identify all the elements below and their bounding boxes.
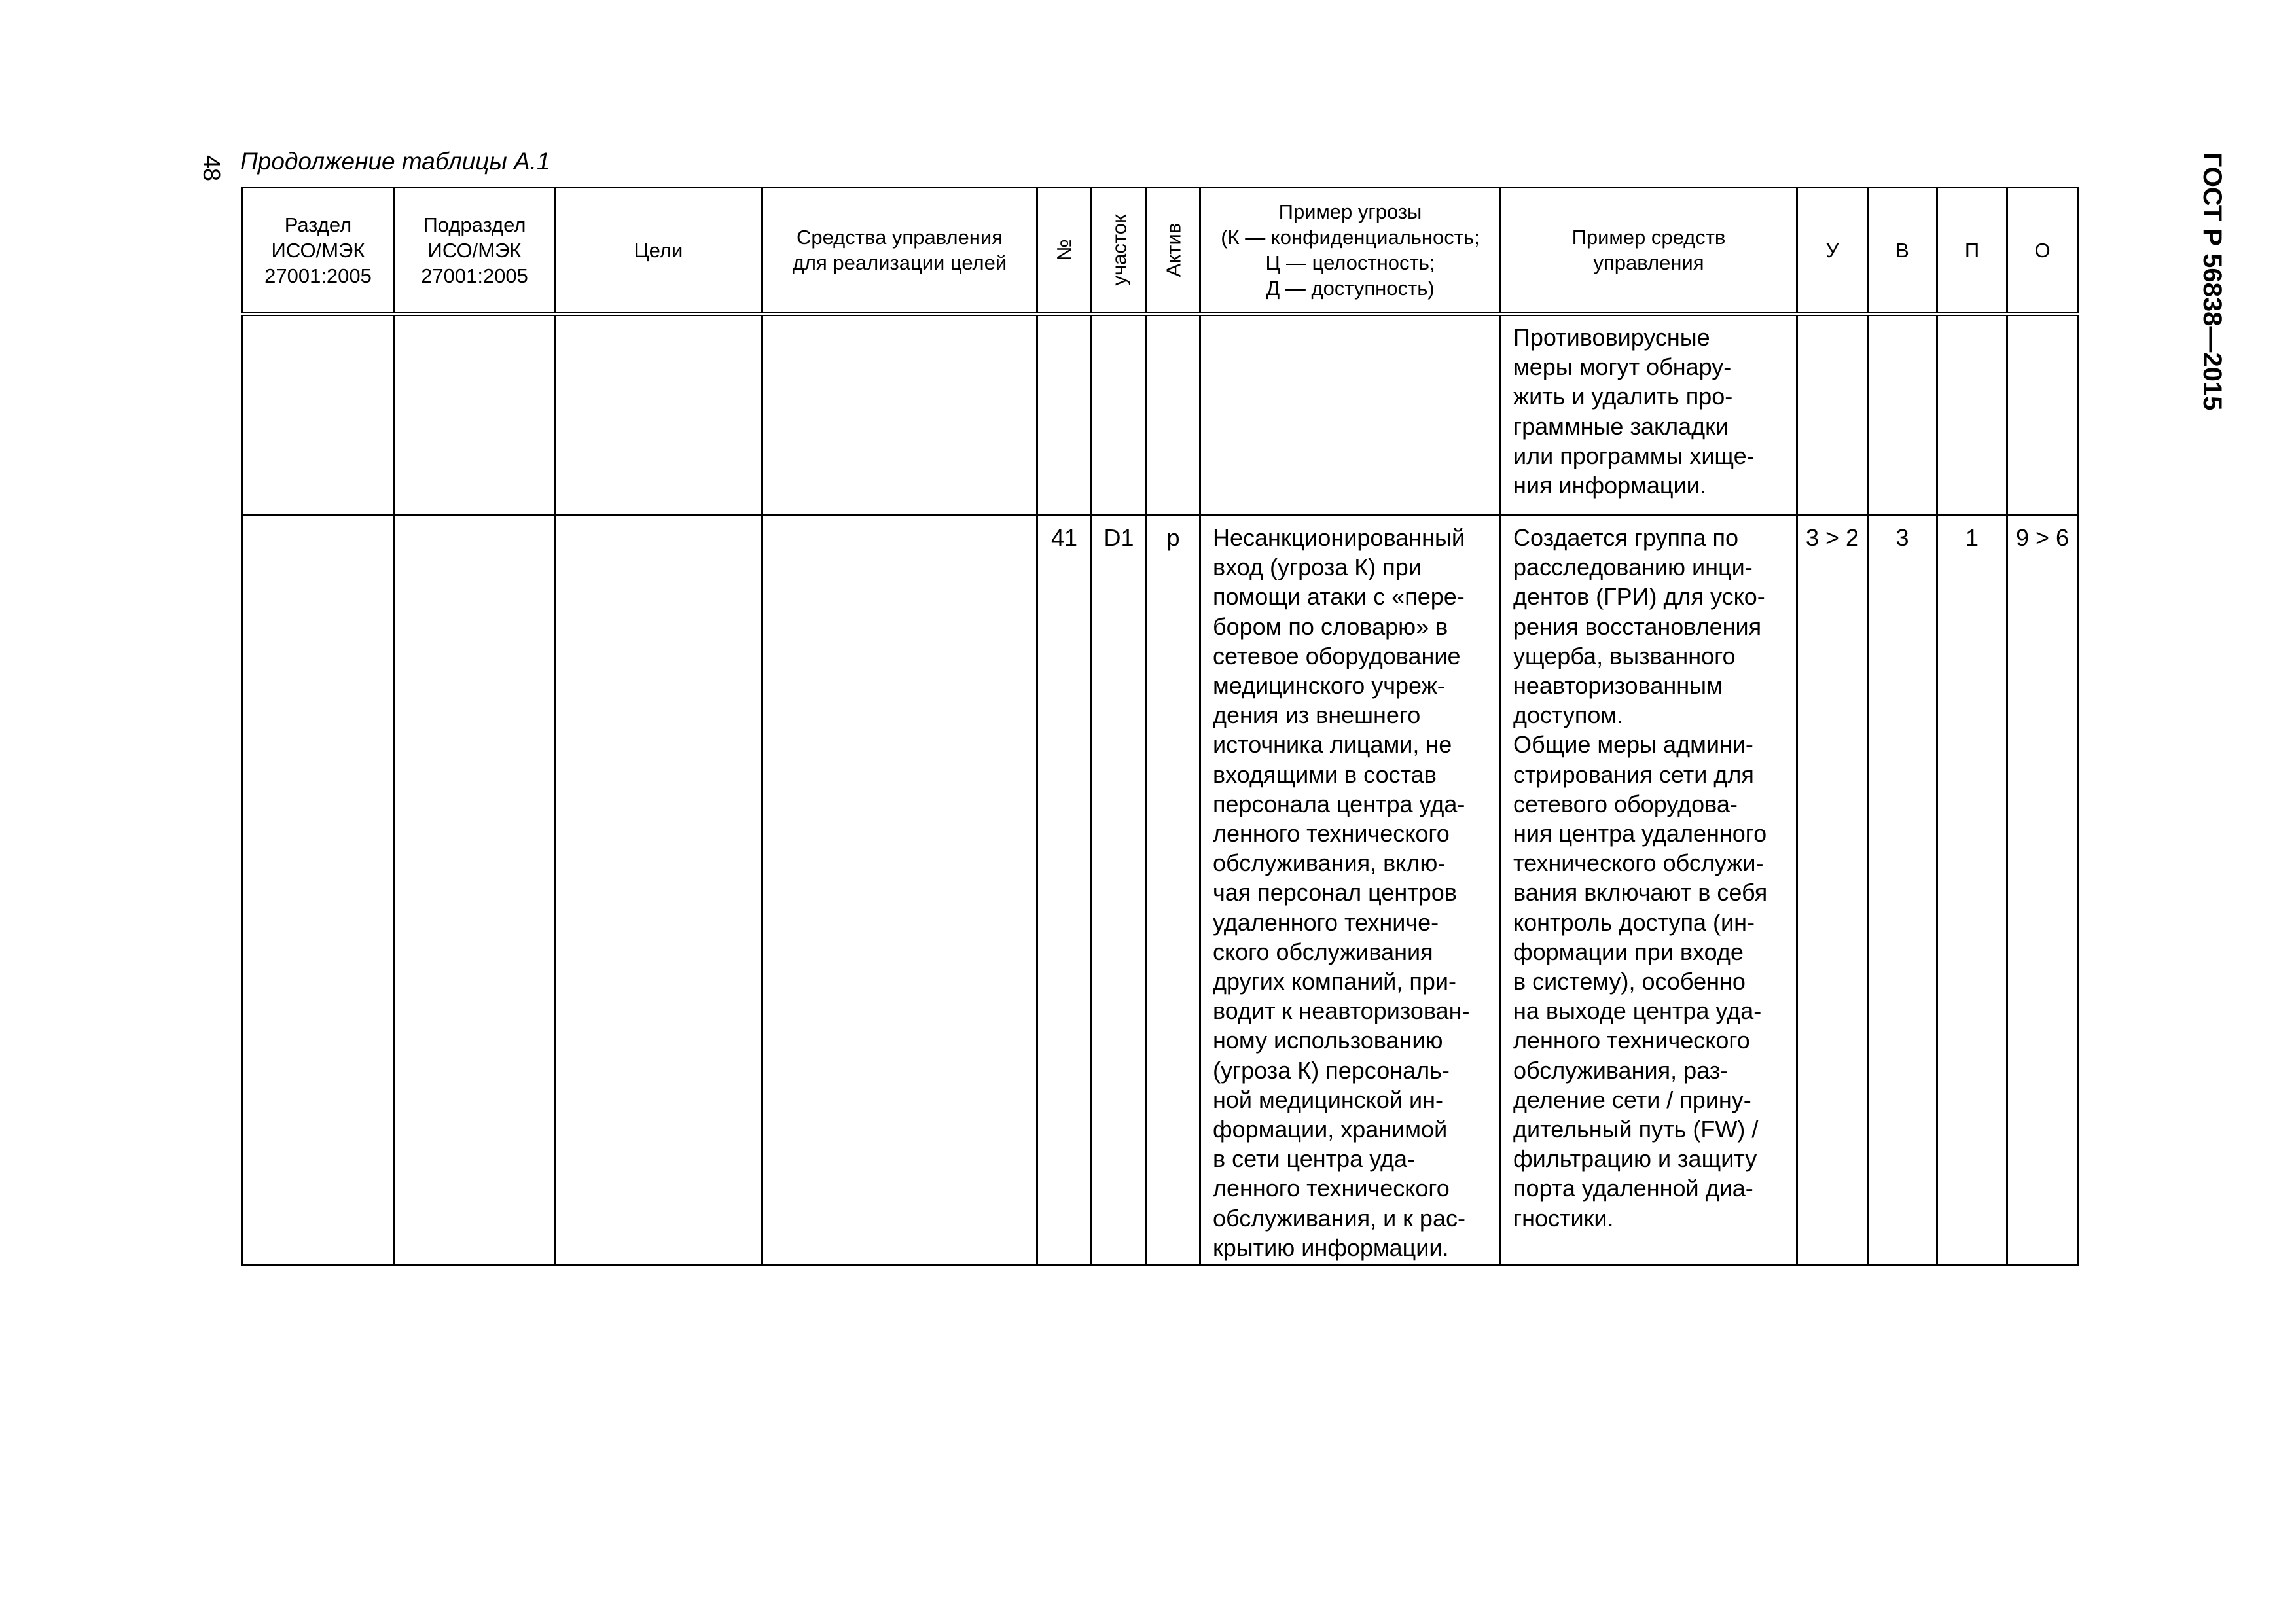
header-section: Раздел ИСО/МЭК 27001:2005	[242, 188, 395, 314]
header-area: участок	[1092, 188, 1147, 314]
table-caption: Продолжение таблицы А.1	[240, 148, 550, 175]
cell-section	[242, 314, 395, 516]
cell-v	[1868, 314, 1937, 516]
cell-u	[1797, 314, 1868, 516]
header-number: №	[1037, 188, 1092, 314]
header-v: В	[1868, 188, 1937, 314]
header-o: О	[2007, 188, 2078, 314]
cell-subsection	[395, 314, 555, 516]
cell-area	[1092, 314, 1147, 516]
header-control-example: Пример средств управления	[1501, 188, 1797, 314]
cell-number: 41	[1037, 516, 1092, 1266]
cell-control-example: Создается группа по расследованию инци- дентов (ГРИ) для уско- рения восстановления ущерба, вызванного неавторизованным доступом. Общие меры админи- стрирования сети для сетевого оборудова- ния центра удаленного технического обслужи- вания включают в себя контроль доступа (ин- формации при входе в систему), особенно на выходе центра уда- ленного технического обслуживания, раз- деление сети / прину- дительный путь (FW) / фильтрацию и защиту порта удаленной диа- гностики.	[1501, 516, 1797, 1266]
header-u: У	[1797, 188, 1868, 314]
cell-area: D1	[1092, 516, 1147, 1266]
cell-asset: р	[1147, 516, 1200, 1266]
page-number: 48	[198, 154, 225, 182]
table-row	[242, 314, 2078, 516]
cell-p	[1937, 314, 2007, 516]
header-controls: Средства управления для реализации целей	[762, 188, 1037, 314]
header-asset: Актив	[1147, 188, 1200, 314]
header-row	[242, 188, 2078, 314]
header-p: П	[1937, 188, 2007, 314]
cell-goals	[555, 516, 762, 1266]
header-subsection: Подраздел ИСО/МЭК 27001:2005	[395, 188, 555, 314]
cell-section	[242, 516, 395, 1266]
standard-code: ГОСТ Р 56838—2015	[2198, 152, 2227, 411]
cell-controls	[762, 314, 1037, 516]
header-goals: Цели	[555, 188, 762, 314]
cell-threat	[1200, 314, 1501, 516]
cell-goals	[555, 314, 762, 516]
cell-control-example: Противовирусные меры могут обнару- жить и удалить про- граммные закладки или программы хище- ния информации.	[1501, 314, 1797, 516]
cell-controls	[762, 516, 1037, 1266]
cell-number	[1037, 314, 1092, 516]
cell-o: 9 > 6	[2007, 516, 2078, 1266]
cell-p: 1	[1937, 516, 2007, 1266]
cell-asset	[1147, 314, 1200, 516]
cell-threat: Несанкционированный вход (угроза К) при помощи атаки с «пере- бором по словарю» в сетевое оборудование медицинского учреж- дения из внешнего источника лицами, не входящими в состав персонала центра уда- ленного технического обслуживания, вклю- чая персонал центров удаленного техниче- ского обслуживания других компаний, при- водит к неавторизован- ному использованию (угроза К) персональ- ной медицинской ин- формации, хранимой в сети центра уда- ленного технического обслуживания, и к рас- крытию информации.	[1200, 516, 1501, 1266]
cell-v: 3	[1868, 516, 1937, 1266]
table-row	[242, 516, 2078, 1266]
cell-u: 3 > 2	[1797, 516, 1868, 1266]
cell-o	[2007, 314, 2078, 516]
cell-subsection	[395, 516, 555, 1266]
header-threat: Пример угрозы (К — конфиденциальность; Ц — целостность; Д — доступность)	[1200, 188, 1501, 314]
risk-table	[241, 187, 2079, 1266]
